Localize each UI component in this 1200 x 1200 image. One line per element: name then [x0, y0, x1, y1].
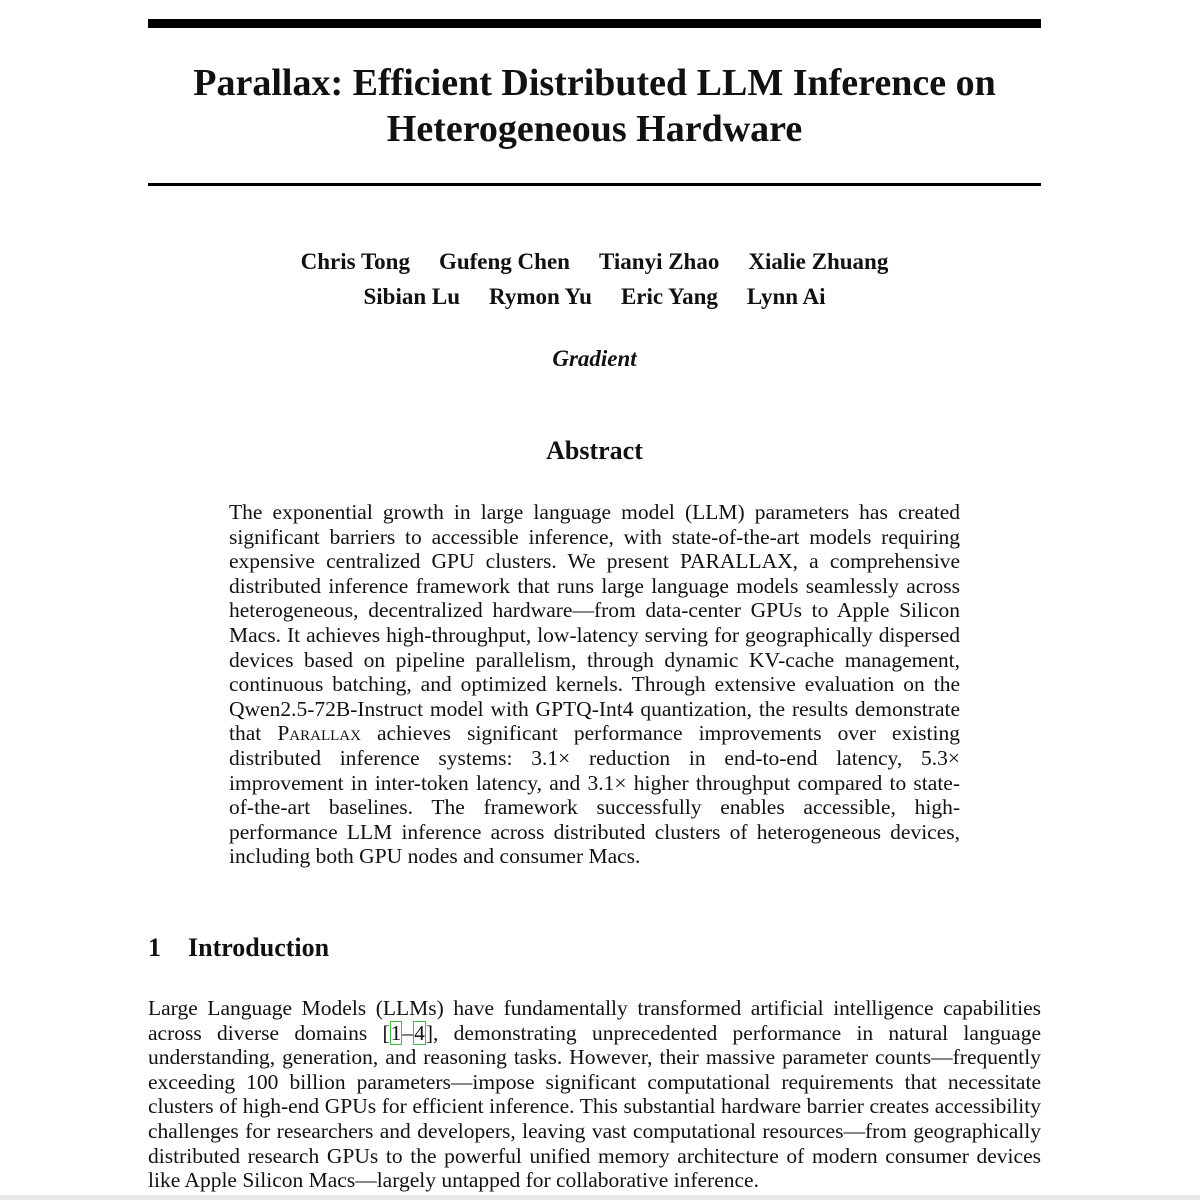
intro-text: Large Language Models (LLMs) have fundamentally transformed artificial intelligence capabilities across diverse domains [	[148, 996, 1041, 1045]
intro-text: ], demonstrating unprecedented performance in natural language understanding, generation, and reasoning tasks. However, their massive parameter counts—frequently exceeding 100 billion parameters—impose significant computational requirements that necessitate clusters of high-end GPUs for efficient inference. This substantial hardware barrier creates accessibility challenges for researchers and developers, leaving vast computational resources—from geographically distributed research GPUs to the powerful unified memory architecture of modern consumer devices like Apple Silicon Macs—largely untapped for collaborative inference.	[148, 1020, 1041, 1193]
citation-link[interactable]: 4	[414, 1020, 425, 1045]
affiliation: Gradient	[552, 346, 637, 371]
author-name: Tianyi Zhao	[598, 249, 720, 274]
section-title: Introduction	[188, 933, 330, 962]
abstract-heading: Abstract	[546, 436, 643, 465]
abstract-text: The exponential growth in large language model (LLM) parameters has created significant barriers to accessible inference, with state-of-the-art models requiring expensive centralized GPU clusters. We present	[229, 500, 960, 574]
citation-link[interactable]: 1	[390, 1020, 402, 1045]
author-name: Rymon Yu	[489, 284, 592, 309]
viewer-bottom-edge	[0, 1195, 1200, 1200]
author-name: Lynn Ai	[746, 284, 826, 309]
citation-separator: –	[402, 1020, 414, 1045]
author-name: Chris Tong	[300, 249, 410, 274]
section-heading-introduction	[148, 930, 329, 966]
framework-name-smallcaps: Parallax	[277, 721, 361, 746]
author-row-1	[148, 244, 1041, 279]
paper-title: Parallax: Efficient Distributed LLM Inference on Heterogeneous Hardware	[193, 62, 996, 150]
author-name: Sibian Lu	[363, 284, 461, 309]
introduction-body	[148, 996, 1041, 1193]
abstract-text: achieves significant performance improvements over existing distributed inference systems: 3.1× reduction in end-to-end latency, 5.3× improvement in inter-token latency, and 3.1× higher throughput compared to state-of-the-art baselines. The framework successfully enables accessible, high-performance LLM inference across distributed clusters of heterogeneous devices, including both GPU nodes and consumer Macs.	[229, 721, 960, 869]
abstract-body	[229, 500, 960, 869]
author-name: Gufeng Chen	[438, 249, 570, 274]
framework-name: PARALLAX	[679, 549, 793, 574]
title-top-rule	[148, 19, 1041, 28]
abstract-text: , a comprehensive distributed inference framework that runs large language models seamlessly across heterogeneous, decentralized hardware—from data-center GPUs to Apple Silicon Macs. It achieves high-throughput, low-latency serving for geographically dispersed devices based on pipeline parallelism, through dynamic KV-cache management, continuous batching, and optimized kernels. Through extensive evaluation on the Qwen2.5-72B-Instruct model with GPTQ-Int4 quantization, the results demonstrate that	[229, 549, 961, 746]
author-block	[148, 244, 1041, 314]
section-number: 1	[148, 933, 161, 962]
author-row-2	[148, 279, 1041, 314]
author-name: Eric Yang	[620, 284, 718, 309]
title-bottom-rule	[148, 183, 1041, 186]
author-name: Xialie Zhuang	[748, 249, 889, 274]
